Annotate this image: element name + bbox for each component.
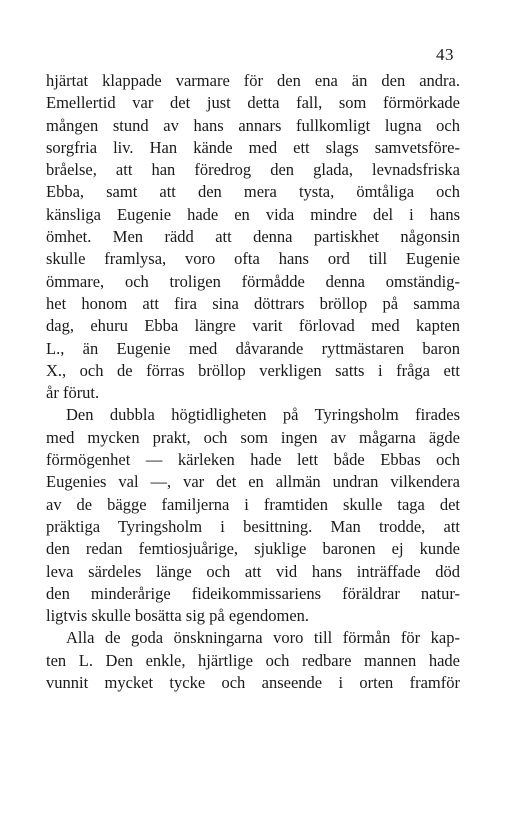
text-line: känsliga Eugenie hade en vida mindre del i hans [46, 204, 460, 224]
text-line: förmögenhet — kärleken hade lett både Ebbas och [46, 450, 460, 470]
text-line: med mycken prakt, och som ingen av mågarna ägde [46, 427, 460, 447]
page-number: 43 [436, 45, 454, 64]
text-line: hjärtat klappade varmare för den ena än den andra. [46, 71, 460, 90]
text-line: ligtvis skulle bosätta sig på egendomen. [46, 606, 310, 626]
text-line: Eugenies val —, var det en allmän undran vilkendera [46, 472, 460, 492]
body-text [46, 70, 460, 694]
text-line: ten L. Den enkle, hjärtlige och redbare mannen hade [46, 650, 460, 670]
text-line: skulle framlysa, voro ofta hans ord till Eugenie [46, 249, 460, 269]
text-line: Ebba, samt att den mera tysta, ömtåliga och [46, 182, 460, 202]
text-line: vunnit mycket tycke och anseende i orten framför [46, 673, 460, 693]
text-line: av de bägge familjerna i framtiden skulle taga det [46, 494, 460, 514]
text-line: het honom att fira sina döttrars bröllop på samma [46, 293, 460, 313]
text-line: den minderårige fideikommissariens föräldrar natur- [46, 583, 460, 603]
text-line: sorgfria liv. Han kände med ett slags samvetsföre- [46, 137, 460, 157]
text-line: Den dubbla högtidligheten på Tyringsholm firades [66, 405, 460, 425]
text-line: den redan femtiosjuårige, sjuklige baronen ej kunde [46, 539, 460, 559]
text-line: år förut. [46, 383, 100, 403]
text-line: mången stund av hans annars fullkomligt lugna och [46, 115, 460, 135]
text-line: ömhet. Men rädd att denna partiskhet någonsin [46, 227, 460, 247]
text-line: ömmare, och troligen förmådde denna omständig- [46, 271, 460, 291]
text-line: dag, ehuru Ebba längre varit förlovad med kapten [46, 316, 460, 336]
text-line: X., och de förras bröllop verkligen satts i fråga ett [46, 360, 460, 380]
text-line: Emellertid var det just detta fall, som förmörkade [46, 93, 460, 113]
text-line: Alla de goda önskningarna voro till förmån för kap- [66, 628, 460, 648]
text-line: L., än Eugenie med dåvarande ryttmästaren baron [46, 338, 460, 358]
text-line: bråelse, att han föredrog den glada, levnadsfriska [46, 160, 460, 180]
text-line: präktiga Tyringsholm i besittning. Man trodde, att [46, 516, 460, 536]
text-line: leva särdeles länge och att vid hans inträffade död [46, 561, 460, 581]
